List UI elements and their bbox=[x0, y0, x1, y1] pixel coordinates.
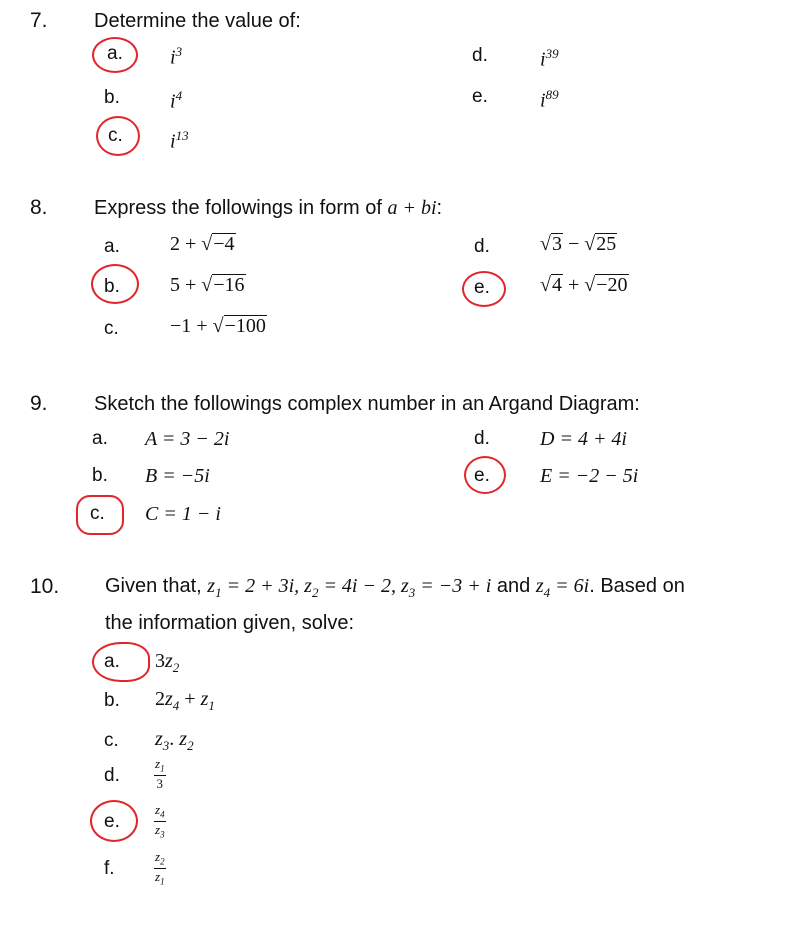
q7a-label: a. bbox=[107, 43, 123, 64]
q8c-label: c. bbox=[104, 318, 119, 339]
q10c-expr: $z_3$. $z_2$ bbox=[155, 728, 194, 753]
q8a-expr: 2 + √−4 bbox=[170, 233, 235, 255]
q10c-label: c. bbox=[104, 730, 119, 751]
q7a-expr: $i^3$ bbox=[170, 44, 183, 69]
q8e-label: e. bbox=[474, 277, 490, 298]
q8c-expr: −1 + √−100 bbox=[170, 315, 266, 337]
q9d-label: d. bbox=[474, 428, 490, 449]
q10-prompt-line1: Given that, $z_1 = 2 + 3i$, $z_2 = 4i - 2$, $z_3 = -3 + i$ and $z_4 = 6i$. Based on bbox=[105, 575, 685, 600]
q10e-fraction: $\frac{z_4}{z_3}$ bbox=[155, 802, 165, 840]
q10d-fraction: $\frac{z_1}{3}$ bbox=[155, 756, 165, 792]
q8b-expr: 5 + √−16 bbox=[170, 274, 245, 296]
q10f-label: f. bbox=[104, 858, 115, 879]
q10-number: 10. bbox=[30, 575, 60, 598]
q10-prompt-line2: the information given, solve: bbox=[105, 612, 355, 634]
q7-prompt: Determine the value of: bbox=[94, 10, 301, 32]
q9c-label: c. bbox=[90, 503, 105, 524]
q7b-expr: $i^4$ bbox=[170, 88, 183, 113]
q7d-label: d. bbox=[472, 45, 488, 66]
q10b-expr: $2z_4 + z_1$ bbox=[155, 688, 215, 713]
q8a-label: a. bbox=[104, 236, 120, 257]
q8b-label: b. bbox=[104, 276, 120, 297]
q7-number: 7. bbox=[30, 9, 48, 32]
q7e-label: e. bbox=[472, 86, 488, 107]
q9b-expr: B = −5i bbox=[145, 465, 210, 487]
q9a-expr: A = 3 − 2i bbox=[145, 428, 230, 450]
q8d-expr: √3 − √25 bbox=[540, 233, 617, 255]
q7e-expr: $i^{89}$ bbox=[540, 87, 559, 112]
q10a-expr: $3z_2$ bbox=[155, 650, 180, 675]
q10b-label: b. bbox=[104, 690, 120, 711]
q8d-label: d. bbox=[474, 236, 490, 257]
q9-prompt: Sketch the followings complex number in an Argand Diagram: bbox=[94, 393, 640, 415]
q8e-expr: √4 + √−20 bbox=[540, 274, 628, 296]
q9d-expr: D = 4 + 4i bbox=[540, 428, 627, 450]
q9a-label: a. bbox=[92, 428, 108, 449]
q9-number: 9. bbox=[30, 392, 48, 415]
q7b-label: b. bbox=[104, 87, 120, 108]
q10a-red-circle bbox=[92, 642, 150, 682]
q7c-expr: $i^{13}$ bbox=[170, 128, 189, 153]
q9c-expr: C = 1 − i bbox=[145, 503, 221, 525]
q9e-expr: E = −2 − 5i bbox=[540, 465, 639, 487]
q9e-label: e. bbox=[474, 465, 490, 486]
q7d-expr: $i^{39}$ bbox=[540, 46, 559, 71]
q9b-label: b. bbox=[92, 465, 108, 486]
q10f-fraction: $\frac{z_2}{z_1}$ bbox=[155, 849, 165, 887]
q10d-label: d. bbox=[104, 765, 120, 786]
q8-number: 8. bbox=[30, 196, 48, 219]
q7c-label: c. bbox=[108, 125, 123, 146]
q10a-label: a. bbox=[104, 651, 120, 672]
q10e-label: e. bbox=[104, 811, 120, 832]
q8-prompt: Express the followings in form of a + bi: bbox=[94, 197, 443, 219]
